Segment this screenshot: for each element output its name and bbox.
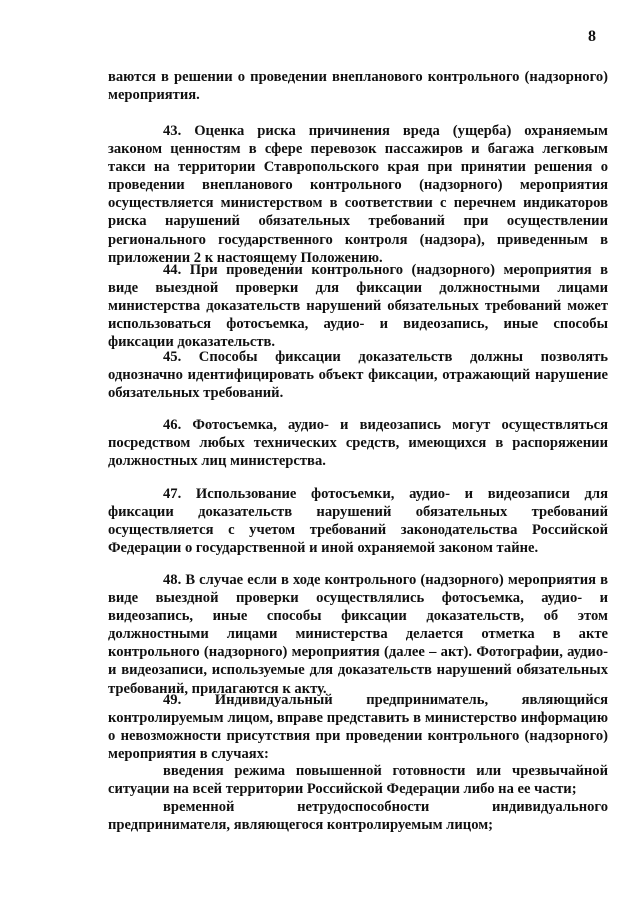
paragraph-49: 49. Индивидуальный предприниматель, являющийся контролируемым лицом, вправе представить в министерство информацию о невозможности присутствия при проведении контрольного (надзорного) мероприятия в случаях: <box>108 692 608 763</box>
page-number: 8 <box>588 28 596 45</box>
paragraph-48: 48. В случае если в ходе контрольного (надзорного) мероприятия в виде выездной проверки осуществлялись фотосъемка, аудио- и видеозапись, иные способы фиксации доказательств, об этом должностными лицами министерства делается отметка в акте контрольного (надзорного) мероприятия (далее – акт). Фотографии, аудио- и видеозаписи, используемые для доказательств нарушений обязательных требований, прилагаются к акту. <box>108 572 608 697</box>
paragraph-44: 44. При проведении контрольного (надзорного) мероприятия в виде выездной проверки для фиксации должностными лицами министерства доказательств нарушений обязательных требований может использоваться фотосъемка, аудио- и видеозапись, иные способы фиксации доказательств. <box>108 262 608 351</box>
paragraph-47: 47. Использование фотосъемки, аудио- и видеозаписи для фиксации доказательств нарушений обязательных требований осуществляется с учетом требований законодательства Российской Федерации о государственной и иной охраняемой законом тайне. <box>108 486 608 557</box>
paragraph-46: 46. Фотосъемка, аудио- и видеозапись могут осуществляться посредством любых технических средств, имеющихся в распоряжении должностных лиц министерства. <box>108 417 608 470</box>
paragraph-49-case-2: временной нетрудоспособности индивидуального предпринимателя, являющегося контролируемым лицом; <box>108 799 608 834</box>
paragraph-45: 45. Способы фиксации доказательств должны позволять однозначно идентифицировать объект фиксации, отражающий нарушение обязательных требований. <box>108 349 608 402</box>
paragraph-43: 43. Оценка риска причинения вреда (ущерба) охраняемым законом ценностям в сфере перевозок пассажиров и багажа легковым такси на территории Ставропольского края при принятии решения о проведении внепланового контрольного (надзорного) мероприятия осуществляется министерством в соответствии с перечнем индикаторов риска нарушений обязательных требований при осуществлении регионального государственного контроля (надзора), приведенным в приложении 2 к настоящему Положению. <box>108 123 608 266</box>
paragraph-continuation: ваются в решении о проведении внепланового контрольного (надзорного) мероприятия. <box>108 69 608 104</box>
paragraph-49-case-1: введения режима повышенной готовности или чрезвычайной ситуации на всей территории Российской Федерации либо на ее части; <box>108 763 608 798</box>
